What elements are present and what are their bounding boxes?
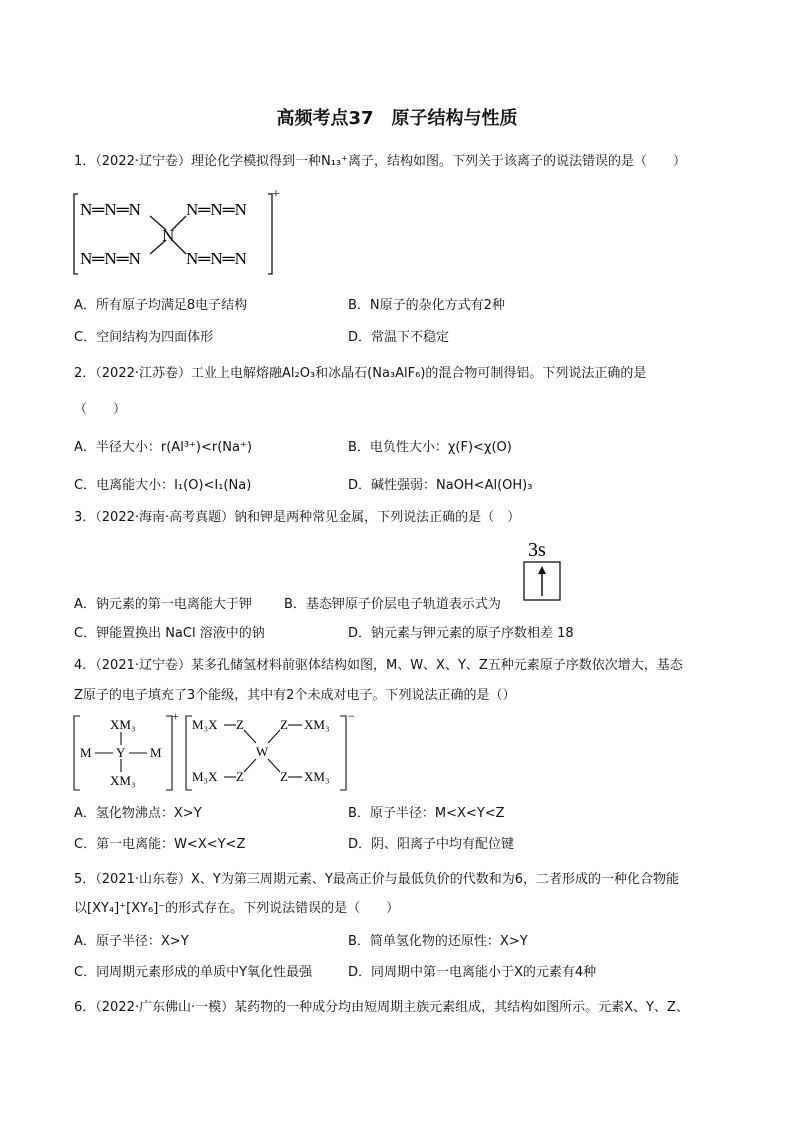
n13-charge: + bbox=[272, 187, 280, 202]
w-center: W bbox=[256, 744, 269, 759]
z-bottom-right: Z bbox=[280, 769, 288, 784]
xm3-bottom: XM₃ bbox=[110, 773, 136, 788]
z-bottom-left: Z bbox=[236, 769, 244, 784]
m3x-top: M₃X bbox=[192, 717, 218, 732]
q4-option-c: C．第一电离能：W<X<Y<Z bbox=[74, 837, 246, 852]
q2-option-a: A．半径大小：r(Al³⁺)<r(Na⁺) bbox=[74, 440, 252, 455]
q5-option-b: B．简单氢化物的还原性：X>Y bbox=[348, 934, 528, 949]
question-6-stem: 6．（2022·广东佛山·一模）某药物的一种成分均由短周期主族元素组成，其结构如图所示。元素X、Y、Z、 bbox=[74, 1000, 689, 1015]
q3-option-c: C．钾能置换出 NaCl 溶液中的钠 bbox=[74, 626, 265, 641]
orbital-label: 3s bbox=[528, 539, 546, 561]
n13-row-1: N═N═N bbox=[80, 200, 141, 219]
m-right: M bbox=[150, 745, 162, 760]
q1-option-b: B．N原子的杂化方式有2种 bbox=[348, 298, 505, 313]
n13-structure-figure bbox=[68, 182, 288, 282]
q1-option-c: C．空间结构为四面体形 bbox=[74, 330, 214, 345]
q4-option-b: B．原子半径：M<X<Y<Z bbox=[348, 806, 505, 821]
q2-option-b: B．电负性大小：χ(F)<χ(O) bbox=[348, 440, 512, 455]
q1-option-d: D．常温下不稳定 bbox=[348, 330, 450, 345]
q5-option-d: D．同周期中第一电离能小于X的元素有4种 bbox=[348, 965, 597, 980]
question-3-stem: 3．（2022·海南·高考真题）钠和钾是两种常见金属，下列说法正确的是（ ） bbox=[74, 510, 521, 525]
n13-row-3: N═N═N bbox=[80, 249, 141, 268]
q1-option-a: A．所有原子均满足8电子结构 bbox=[74, 298, 248, 313]
n13-row-4: N═N═N bbox=[186, 249, 247, 268]
q5-option-c: C．同周期元素形成的单质中Y氧化性最强 bbox=[74, 965, 313, 980]
question-5-stem: 5．（2021·山东卷）X、Y为第三周期元素、Y最高正价与最低负价的代数和为6，二者形成的一种化合物能 bbox=[74, 872, 680, 887]
q5-option-a: A．原子半径：X>Y bbox=[74, 934, 189, 949]
q3-option-d: D．钠元素与钾元素的原子序数相差 18 bbox=[348, 626, 574, 641]
cation-charge: + bbox=[172, 710, 179, 723]
q2-option-d: D．碱性强弱：NaOH<Al(OH)₃ bbox=[348, 478, 533, 493]
q3-option-a: A．钠元素的第一电离能大于钾 bbox=[74, 597, 252, 612]
orbital-diagram bbox=[520, 538, 566, 604]
precursor-structure-figure bbox=[68, 710, 368, 796]
m-left: M bbox=[80, 745, 92, 760]
xm3-top: XM₃ bbox=[110, 717, 136, 732]
q2-option-c: C．电离能大小：I₁(O)<I₁(Na) bbox=[74, 478, 252, 493]
y-center: Y bbox=[116, 745, 126, 760]
page-title: 高频考点37 原子结构与性质 bbox=[276, 108, 518, 129]
n13-center-atom: N bbox=[162, 226, 175, 245]
question-2-stem-cont: （ ） bbox=[74, 402, 127, 417]
q3-option-b: B．基态钾原子价层电子轨道表示式为 bbox=[284, 597, 501, 612]
z-top-left: Z bbox=[236, 717, 244, 732]
anion-charge: − bbox=[348, 710, 355, 723]
xm3-top-right: XM₃ bbox=[304, 717, 330, 732]
z-top-right: Z bbox=[280, 717, 288, 732]
m3x-bottom: M₃X bbox=[192, 769, 218, 784]
question-4-stem-cont: Z原子的电子填充了3个能级，其中有2个未成对电子。下列说法正确的是（） bbox=[74, 688, 516, 703]
xm3-bottom-right: XM₃ bbox=[304, 769, 330, 784]
question-2-stem: 2．（2022·江苏卷）工业上电解熔融Al₂O₃和冰晶石(Na₃AlF₆)的混合物可制得铝。下列说法正确的是 bbox=[74, 366, 647, 381]
question-5-stem-cont: 以[XY₄]⁺[XY₆]⁻的形式存在。下列说法错误的是（ ） bbox=[74, 901, 400, 916]
n13-row-2: N═N═N bbox=[186, 200, 247, 219]
q4-option-a: A．氢化物沸点：X>Y bbox=[74, 806, 202, 821]
question-4-stem: 4．（2021·辽宁卷）某多孔储氢材料前驱体结构如图，M、W、X、Y、Z五种元素原子序数依次增大，基态 bbox=[74, 658, 683, 673]
question-1-stem: 1．（2022·辽宁卷）理论化学模拟得到一种N₁₃⁺离子，结构如图。下列关于该离子的说法错误的是（ ） bbox=[74, 154, 686, 169]
q4-option-d: D．阴、阳离子中均有配位键 bbox=[348, 837, 515, 852]
